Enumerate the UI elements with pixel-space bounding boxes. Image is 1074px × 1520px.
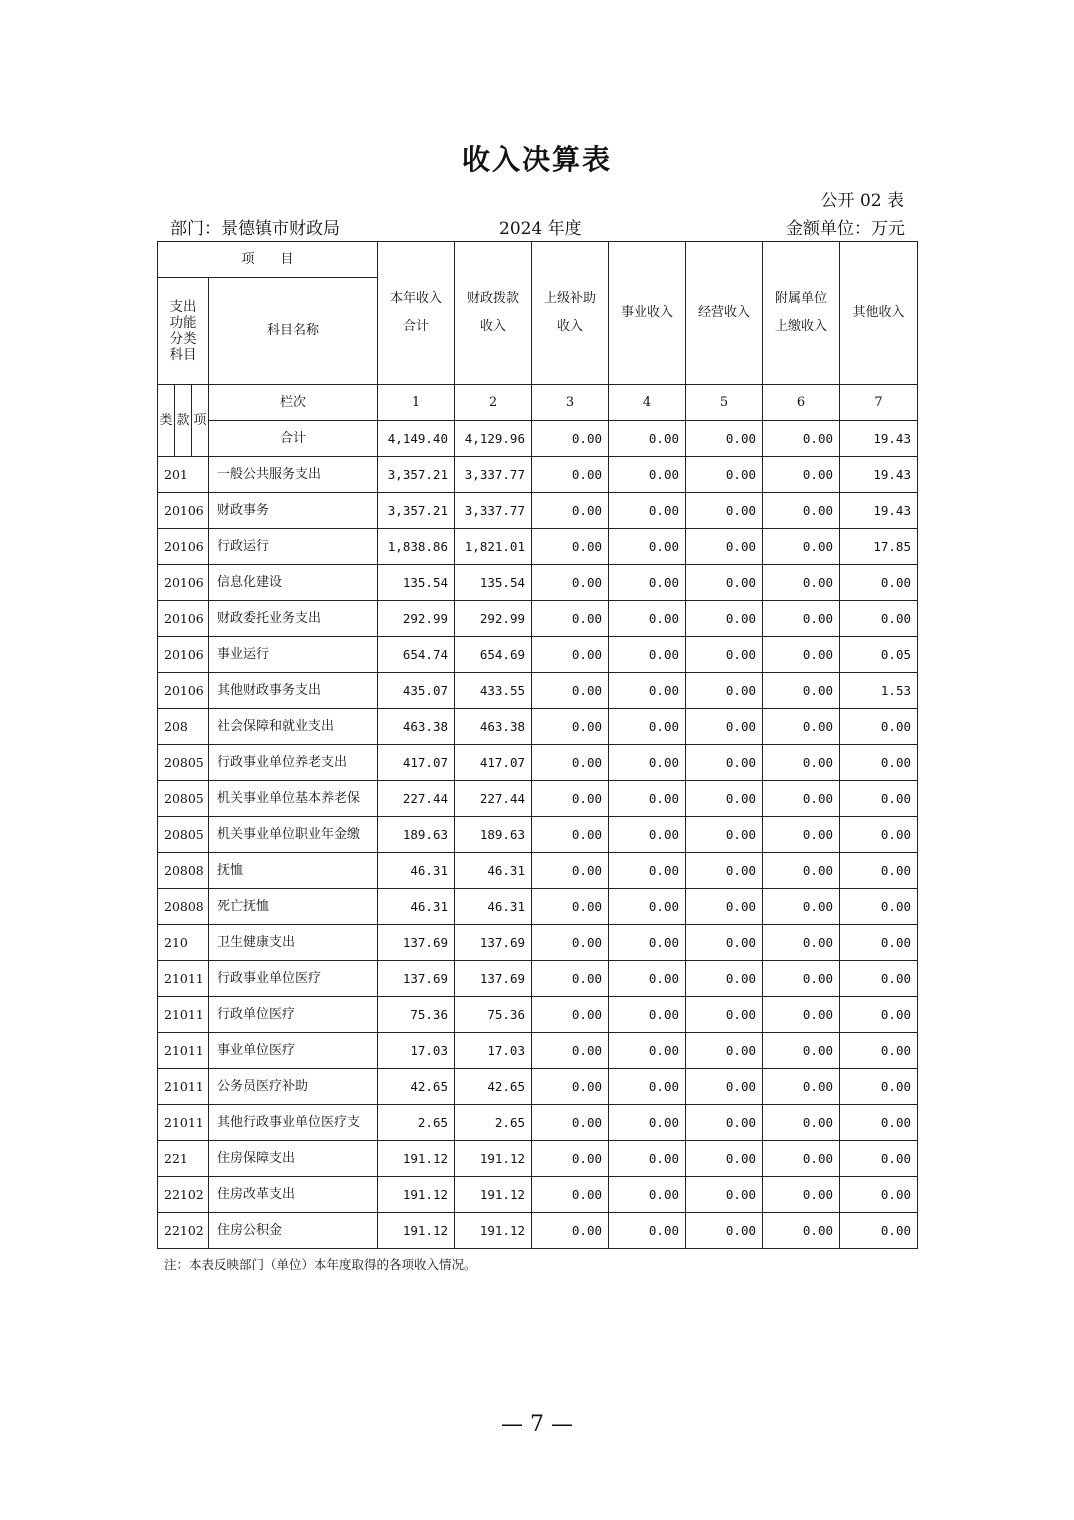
header-xiang: 项 <box>192 385 209 457</box>
h-upper-label: 上级补助 收入 <box>543 291 596 334</box>
amount-cell: 0.00 <box>686 997 763 1033</box>
table-row <box>158 781 918 817</box>
subject-name: 死亡抚恤 <box>209 889 378 925</box>
amount-cell: 0.00 <box>609 781 686 817</box>
amount-cell: 0.00 <box>609 1177 686 1213</box>
subject-name: 社会保障和就业支出 <box>209 709 378 745</box>
subject-name: 事业单位医疗 <box>209 1033 378 1069</box>
subject-name: 事业运行 <box>209 637 378 673</box>
header-operating-income: 经营收入 <box>686 242 763 385</box>
column-number: 4 <box>609 385 686 421</box>
amount-cell: 0.00 <box>763 673 840 709</box>
amount-cell: 0.00 <box>686 457 763 493</box>
amount-cell: 0.00 <box>609 997 686 1033</box>
amount-cell: 0.00 <box>532 1105 609 1141</box>
amount-cell: 0.00 <box>763 961 840 997</box>
amount-cell: 0.00 <box>763 853 840 889</box>
total-label: 合计 <box>209 421 378 457</box>
amount-cell: 0.00 <box>532 637 609 673</box>
subject-name: 信息化建设 <box>209 565 378 601</box>
subject-code: 20106 <box>158 529 209 565</box>
header-project: 项 目 <box>158 242 378 278</box>
amount-cell: 0.00 <box>686 1141 763 1177</box>
amount-cell: 0.05 <box>840 637 918 673</box>
amount-cell: 0.00 <box>686 781 763 817</box>
amount-cell: 0.00 <box>609 1033 686 1069</box>
amount-cell: 17.03 <box>455 1033 532 1069</box>
income-table <box>157 241 918 1249</box>
subject-name: 住房保障支出 <box>209 1141 378 1177</box>
amount-cell: 0.00 <box>840 925 918 961</box>
amount-cell: 2.65 <box>455 1105 532 1141</box>
table-row <box>158 709 918 745</box>
amount-cell: 191.12 <box>378 1177 455 1213</box>
column-number: 5 <box>686 385 763 421</box>
amount-cell: 0.00 <box>686 1213 763 1249</box>
subject-code: 210 <box>158 925 209 961</box>
amount-cell: 75.36 <box>378 997 455 1033</box>
amount-cell: 654.69 <box>455 637 532 673</box>
subject-name: 其他财政事务支出 <box>209 673 378 709</box>
amount-cell: 0.00 <box>532 997 609 1033</box>
page-title: 收入决算表 <box>461 143 612 176</box>
table-row <box>158 1141 918 1177</box>
amount-cell: 433.55 <box>455 673 532 709</box>
amount-cell: 0.00 <box>532 889 609 925</box>
amount-cell: 0.00 <box>609 637 686 673</box>
table-row <box>158 457 918 493</box>
subject-name: 行政单位医疗 <box>209 997 378 1033</box>
amount-cell: 0.00 <box>840 601 918 637</box>
amount-cell: 191.12 <box>455 1177 532 1213</box>
table-row <box>158 853 918 889</box>
amount-cell: 0.00 <box>840 781 918 817</box>
subject-name: 住房改革支出 <box>209 1177 378 1213</box>
amount-cell: 0.00 <box>609 709 686 745</box>
column-number: 6 <box>763 385 840 421</box>
amount-cell: 0.00 <box>532 1069 609 1105</box>
total-value: 19.43 <box>840 421 918 457</box>
amount-cell: 135.54 <box>378 565 455 601</box>
amount-cell: 0.00 <box>686 709 763 745</box>
year-label: 2024 年度 <box>499 219 582 239</box>
subject-code: 20805 <box>158 781 209 817</box>
amount-cell: 0.00 <box>840 1213 918 1249</box>
amount-cell: 135.54 <box>455 565 532 601</box>
subject-code: 21011 <box>158 1105 209 1141</box>
header-total-income <box>378 242 455 385</box>
amount-cell: 417.07 <box>455 745 532 781</box>
amount-cell: 0.00 <box>763 457 840 493</box>
h-affiliated-label: 附属单位 上缴收入 <box>774 291 827 334</box>
total-value: 0.00 <box>532 421 609 457</box>
subject-code: 20808 <box>158 853 209 889</box>
amount-cell: 0.00 <box>763 925 840 961</box>
subject-name: 卫生健康支出 <box>209 925 378 961</box>
amount-cell: 0.00 <box>532 1177 609 1213</box>
amount-cell: 137.69 <box>455 925 532 961</box>
amount-cell: 0.00 <box>763 817 840 853</box>
amount-cell: 46.31 <box>455 889 532 925</box>
amount-cell: 0.00 <box>532 493 609 529</box>
subject-code: 21011 <box>158 997 209 1033</box>
table-row <box>158 997 918 1033</box>
subject-code: 22102 <box>158 1213 209 1249</box>
table-row <box>158 1033 918 1069</box>
amount-cell: 0.00 <box>609 745 686 781</box>
amount-cell: 0.00 <box>840 1069 918 1105</box>
subject-code: 20106 <box>158 493 209 529</box>
subject-name: 行政运行 <box>209 529 378 565</box>
subject-code: 20106 <box>158 673 209 709</box>
amount-cell: 0.00 <box>532 961 609 997</box>
subject-name: 其他行政事业单位医疗支 <box>209 1105 378 1141</box>
amount-cell: 435.07 <box>378 673 455 709</box>
subject-code: 21011 <box>158 1033 209 1069</box>
table-row <box>158 1105 918 1141</box>
amount-cell: 0.00 <box>840 709 918 745</box>
amount-cell: 0.00 <box>609 457 686 493</box>
subject-code: 20808 <box>158 889 209 925</box>
amount-cell: 0.00 <box>609 1069 686 1105</box>
column-number: 2 <box>455 385 532 421</box>
subject-code: 221 <box>158 1141 209 1177</box>
amount-cell: 0.00 <box>609 493 686 529</box>
amount-cell: 0.00 <box>609 1141 686 1177</box>
subject-name: 行政事业单位养老支出 <box>209 745 378 781</box>
amount-cell: 654.74 <box>378 637 455 673</box>
amount-cell: 19.43 <box>840 457 918 493</box>
amount-cell: 42.65 <box>378 1069 455 1105</box>
amount-cell: 1,821.01 <box>455 529 532 565</box>
subject-name: 财政委托业务支出 <box>209 601 378 637</box>
unit-label: 金额单位：万元 <box>786 219 905 239</box>
amount-cell: 0.00 <box>686 817 763 853</box>
amount-cell: 46.31 <box>378 889 455 925</box>
header-upper-subsidy <box>532 242 609 385</box>
amount-cell: 191.12 <box>378 1141 455 1177</box>
table-row <box>158 925 918 961</box>
table-row <box>158 745 918 781</box>
amount-cell: 0.00 <box>609 1105 686 1141</box>
amount-cell: 0.00 <box>840 961 918 997</box>
amount-cell: 0.00 <box>609 565 686 601</box>
h-fiscal-label: 财政拨款 收入 <box>466 291 519 334</box>
amount-cell: 3,357.21 <box>378 493 455 529</box>
amount-cell: 0.00 <box>532 457 609 493</box>
amount-cell: 0.00 <box>763 1069 840 1105</box>
amount-cell: 0.00 <box>763 709 840 745</box>
amount-cell: 0.00 <box>686 565 763 601</box>
amount-cell: 0.00 <box>686 925 763 961</box>
column-number: 3 <box>532 385 609 421</box>
amount-cell: 0.00 <box>840 1105 918 1141</box>
amount-cell: 0.00 <box>686 745 763 781</box>
amount-cell: 0.00 <box>609 889 686 925</box>
header-lanci: 栏次 <box>209 385 378 421</box>
amount-cell: 0.00 <box>840 565 918 601</box>
table-row <box>158 961 918 997</box>
amount-cell: 0.00 <box>686 637 763 673</box>
header-subject-name: 科目名称 <box>209 278 378 385</box>
amount-cell: 3,337.77 <box>455 457 532 493</box>
amount-cell: 19.43 <box>840 493 918 529</box>
header-fiscal <box>455 242 532 385</box>
subject-code: 20805 <box>158 745 209 781</box>
amount-cell: 0.00 <box>609 529 686 565</box>
department-label: 部门：景德镇市财政局 <box>170 219 340 239</box>
amount-cell: 292.99 <box>455 601 532 637</box>
amount-cell: 0.00 <box>532 925 609 961</box>
header-business-income: 事业收入 <box>609 242 686 385</box>
amount-cell: 0.00 <box>840 997 918 1033</box>
amount-cell: 0.00 <box>686 853 763 889</box>
table-row <box>158 493 918 529</box>
amount-cell: 3,357.21 <box>378 457 455 493</box>
header-other-income: 其他收入 <box>840 242 918 385</box>
subject-code: 208 <box>158 709 209 745</box>
amount-cell: 0.00 <box>609 853 686 889</box>
amount-cell: 0.00 <box>763 601 840 637</box>
amount-cell: 0.00 <box>532 781 609 817</box>
amount-cell: 0.00 <box>686 1177 763 1213</box>
amount-cell: 0.00 <box>532 1033 609 1069</box>
table-row <box>158 817 918 853</box>
amount-cell: 0.00 <box>686 889 763 925</box>
amount-cell: 0.00 <box>763 637 840 673</box>
total-value: 0.00 <box>609 421 686 457</box>
table-row <box>158 565 918 601</box>
amount-cell: 191.12 <box>378 1213 455 1249</box>
amount-cell: 0.00 <box>686 601 763 637</box>
amount-cell: 0.00 <box>840 1033 918 1069</box>
amount-cell: 0.00 <box>532 565 609 601</box>
amount-cell: 191.12 <box>455 1141 532 1177</box>
subject-name: 抚恤 <box>209 853 378 889</box>
subject-name: 行政事业单位医疗 <box>209 961 378 997</box>
amount-cell: 0.00 <box>840 1177 918 1213</box>
subject-name: 公务员医疗补助 <box>209 1069 378 1105</box>
amount-cell: 0.00 <box>763 781 840 817</box>
amount-cell: 189.63 <box>378 817 455 853</box>
amount-cell: 0.00 <box>686 493 763 529</box>
header-kuan: 款 <box>175 385 192 457</box>
amount-cell: 0.00 <box>686 1105 763 1141</box>
amount-cell: 0.00 <box>763 529 840 565</box>
amount-cell: 417.07 <box>378 745 455 781</box>
table-row <box>158 601 918 637</box>
amount-cell: 0.00 <box>763 997 840 1033</box>
header-affiliated-income <box>763 242 840 385</box>
amount-cell: 75.36 <box>455 997 532 1033</box>
subject-name: 住房公积金 <box>209 1213 378 1249</box>
amount-cell: 0.00 <box>532 529 609 565</box>
total-value: 0.00 <box>763 421 840 457</box>
subject-code: 20106 <box>158 601 209 637</box>
subject-code: 201 <box>158 457 209 493</box>
amount-cell: 0.00 <box>840 889 918 925</box>
amount-cell: 0.00 <box>609 817 686 853</box>
amount-cell: 17.85 <box>840 529 918 565</box>
amount-cell: 1.53 <box>840 673 918 709</box>
amount-cell: 137.69 <box>378 961 455 997</box>
h-total-label: 本年收入 合计 <box>389 291 442 334</box>
amount-cell: 0.00 <box>763 1177 840 1213</box>
amount-cell: 0.00 <box>763 745 840 781</box>
table-number: 公开 02 表 <box>820 191 904 211</box>
total-value: 4,149.40 <box>378 421 455 457</box>
amount-cell: 3,337.77 <box>455 493 532 529</box>
amount-cell: 0.00 <box>532 745 609 781</box>
table-row <box>158 1177 918 1213</box>
amount-cell: 0.00 <box>532 601 609 637</box>
h-func-label: 支出 功能 分类 科目 <box>169 298 197 364</box>
amount-cell: 0.00 <box>840 853 918 889</box>
amount-cell: 0.00 <box>532 853 609 889</box>
amount-cell: 0.00 <box>763 493 840 529</box>
total-value: 0.00 <box>686 421 763 457</box>
amount-cell: 46.31 <box>378 853 455 889</box>
amount-cell: 0.00 <box>532 709 609 745</box>
amount-cell: 0.00 <box>532 1213 609 1249</box>
amount-cell: 227.44 <box>378 781 455 817</box>
amount-cell: 0.00 <box>686 961 763 997</box>
total-value: 4,129.96 <box>455 421 532 457</box>
amount-cell: 0.00 <box>609 961 686 997</box>
column-number: 1 <box>378 385 455 421</box>
amount-cell: 189.63 <box>455 817 532 853</box>
amount-cell: 0.00 <box>763 1033 840 1069</box>
amount-cell: 0.00 <box>763 889 840 925</box>
amount-cell: 463.38 <box>455 709 532 745</box>
amount-cell: 0.00 <box>686 529 763 565</box>
amount-cell: 292.99 <box>378 601 455 637</box>
amount-cell: 1,838.86 <box>378 529 455 565</box>
subject-code: 21011 <box>158 961 209 997</box>
amount-cell: 0.00 <box>609 673 686 709</box>
amount-cell: 0.00 <box>763 565 840 601</box>
amount-cell: 0.00 <box>686 1069 763 1105</box>
amount-cell: 0.00 <box>532 1141 609 1177</box>
footnote: 注：本表反映部门（单位）本年度取得的各项收入情况。 <box>164 1257 477 1272</box>
header-func-class <box>158 278 209 385</box>
page-number: — 7 — <box>501 1412 573 1437</box>
amount-cell: 0.00 <box>763 1141 840 1177</box>
amount-cell: 17.03 <box>378 1033 455 1069</box>
table-row <box>158 1069 918 1105</box>
subject-code: 22102 <box>158 1177 209 1213</box>
amount-cell: 0.00 <box>686 1033 763 1069</box>
subject-code: 20106 <box>158 637 209 673</box>
amount-cell: 137.69 <box>378 925 455 961</box>
amount-cell: 0.00 <box>609 925 686 961</box>
meta-row <box>170 214 905 238</box>
amount-cell: 0.00 <box>609 601 686 637</box>
table-row <box>158 637 918 673</box>
amount-cell: 0.00 <box>840 1141 918 1177</box>
amount-cell: 0.00 <box>840 745 918 781</box>
amount-cell: 0.00 <box>532 817 609 853</box>
amount-cell: 463.38 <box>378 709 455 745</box>
amount-cell: 46.31 <box>455 853 532 889</box>
amount-cell: 191.12 <box>455 1213 532 1249</box>
amount-cell: 0.00 <box>763 1105 840 1141</box>
table-row <box>158 529 918 565</box>
amount-cell: 42.65 <box>455 1069 532 1105</box>
header-lei: 类 <box>158 385 175 457</box>
amount-cell: 0.00 <box>686 673 763 709</box>
column-number: 7 <box>840 385 918 421</box>
amount-cell: 0.00 <box>609 1213 686 1249</box>
amount-cell: 0.00 <box>532 673 609 709</box>
subject-name: 机关事业单位职业年金缴 <box>209 817 378 853</box>
subject-code: 20106 <box>158 565 209 601</box>
amount-cell: 137.69 <box>455 961 532 997</box>
subject-name: 一般公共服务支出 <box>209 457 378 493</box>
subject-name: 机关事业单位基本养老保 <box>209 781 378 817</box>
table-row <box>158 1213 918 1249</box>
amount-cell: 0.00 <box>763 1213 840 1249</box>
subject-code: 20805 <box>158 817 209 853</box>
amount-cell: 0.00 <box>840 817 918 853</box>
subject-name: 财政事务 <box>209 493 378 529</box>
subject-code: 21011 <box>158 1069 209 1105</box>
amount-cell: 2.65 <box>378 1105 455 1141</box>
table-row <box>158 673 918 709</box>
table-row <box>158 889 918 925</box>
amount-cell: 227.44 <box>455 781 532 817</box>
